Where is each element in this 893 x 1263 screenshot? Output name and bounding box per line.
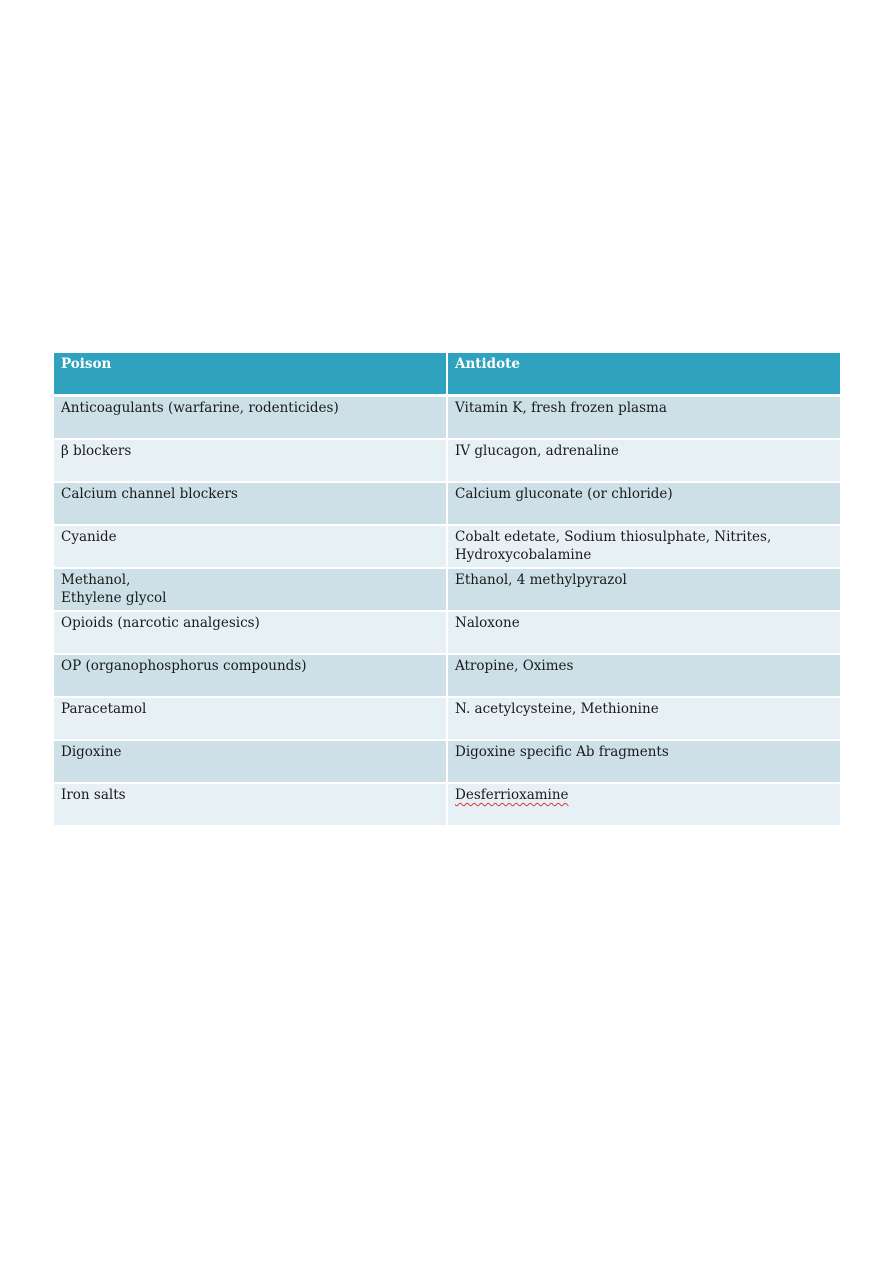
poison-text: Calcium channel blockers	[61, 486, 238, 502]
poison-antidote-table	[54, 353, 840, 827]
poison-text: Cyanide	[61, 529, 117, 545]
antidote-text: IV glucagon, adrenaline	[455, 443, 619, 459]
antidote-cell	[447, 439, 840, 482]
antidote-cell	[447, 568, 840, 611]
poison-cell	[54, 783, 447, 826]
poison-text: Anticoagulants (warfarine, rodenticides)	[61, 400, 339, 416]
antidote-cell	[447, 482, 840, 525]
table-row	[54, 740, 840, 783]
poison-text: Ethylene glycol	[61, 590, 167, 606]
header-antidote: Antidote	[447, 353, 840, 396]
poison-cell	[54, 439, 447, 482]
poison-cell	[54, 740, 447, 783]
antidote-cell	[447, 740, 840, 783]
poison-text: Opioids (narcotic analgesics)	[61, 615, 260, 631]
poison-text: β blockers	[61, 443, 132, 459]
antidote-text: Ethanol, 4 methylpyrazol	[455, 572, 627, 588]
poison-text: OP (organophosphorus compounds)	[61, 658, 307, 674]
table-row	[54, 439, 840, 482]
table-row	[54, 611, 840, 654]
antidote-cell	[447, 396, 840, 440]
antidote-text: N. acetylcysteine, Methionine	[455, 701, 659, 717]
poison-cell	[54, 654, 447, 697]
header-poison: Poison	[54, 353, 447, 396]
antidote-text: Atropine, Oximes	[455, 658, 574, 674]
antidote-cell	[447, 525, 840, 568]
poison-text: Methanol,	[61, 572, 131, 588]
poison-cell	[54, 568, 447, 611]
poison-cell	[54, 482, 447, 525]
poison-cell	[54, 396, 447, 440]
antidote-cell	[447, 697, 840, 740]
poison-text: Iron salts	[61, 787, 126, 803]
antidote-text: Cobalt edetate, Sodium thiosulphate, Nitrites,	[455, 529, 772, 545]
poison-cell	[54, 697, 447, 740]
poison-cell	[54, 611, 447, 654]
poison-cell	[54, 525, 447, 568]
table-row	[54, 396, 840, 440]
table-row	[54, 568, 840, 611]
table-row	[54, 482, 840, 525]
antidote-text: Desferrioxamine	[455, 787, 569, 803]
table-row	[54, 654, 840, 697]
antidote-cell	[447, 654, 840, 697]
table-row	[54, 525, 840, 568]
antidote-text: Vitamin K, fresh frozen plasma	[455, 400, 667, 416]
antidote-text: Calcium gluconate (or chloride)	[455, 486, 673, 502]
antidote-text: Hydroxycobalamine	[455, 547, 592, 563]
antidote-text: Naloxone	[455, 615, 520, 631]
table-header-row	[54, 353, 840, 396]
antidote-cell	[447, 611, 840, 654]
poison-text: Digoxine	[61, 744, 122, 760]
antidote-text: Digoxine specific Ab fragments	[455, 744, 669, 760]
antidote-cell	[447, 783, 840, 826]
poison-text: Paracetamol	[61, 701, 147, 717]
table-row	[54, 783, 840, 826]
table-row	[54, 697, 840, 740]
